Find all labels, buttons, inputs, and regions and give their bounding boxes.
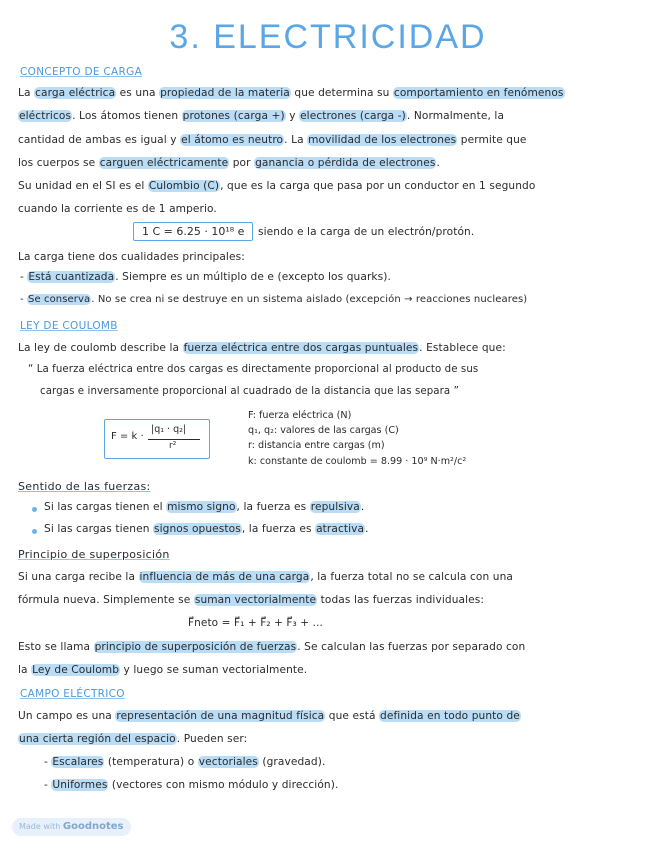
- heading-superposicion: Principio de superposición: [18, 548, 170, 561]
- highlight: repulsiva: [310, 501, 360, 513]
- highlight: una cierta región del espacio: [19, 733, 176, 745]
- definition-q: q₁, q₂: valores de las cargas (C): [248, 425, 399, 436]
- formula-numerator: |q₁ · q₂|: [151, 424, 187, 435]
- highlight: movilidad de los electrones: [308, 134, 457, 146]
- campo-line-3: [44, 756, 325, 768]
- text: fórmula nueva. Simplemente se: [18, 594, 194, 606]
- text: , la fuerza es: [236, 501, 310, 513]
- highlight: carga eléctrica: [35, 87, 116, 99]
- concepto-line-2: [18, 110, 504, 122]
- text: .: [436, 157, 440, 169]
- made-with-label: Made with: [19, 822, 61, 831]
- highlight: Escalares: [52, 756, 104, 768]
- highlight: atractiva: [316, 523, 365, 535]
- highlight: el átomo es neutro: [181, 134, 284, 146]
- text: y: [285, 110, 300, 122]
- text: . La: [284, 134, 308, 146]
- coulomb-quote-line-2: cargas e inversamente proporcional al cuadrado de la distancia que las separa ”: [40, 386, 459, 397]
- highlight: propiedad de la materia: [160, 87, 290, 99]
- text: Si una carga recibe la: [18, 571, 139, 583]
- highlight: suman vectorialmente: [194, 594, 317, 606]
- text: La: [18, 87, 35, 99]
- formula-note: siendo e la carga de un electrón/protón.: [258, 226, 475, 238]
- highlight: eléctricos: [19, 110, 72, 122]
- text: , que es la carga que pasa por un conductor en 1 segundo: [220, 180, 536, 192]
- text: (temperatura) o: [104, 756, 198, 768]
- highlight: Está cuantizada: [28, 271, 115, 283]
- heading-sentido: Sentido de las fuerzas:: [18, 480, 151, 493]
- bullet-icon: [32, 507, 37, 512]
- highlight: electrones (carga -): [300, 110, 406, 122]
- formula-denominator: r²: [169, 441, 177, 451]
- text: la: [18, 664, 32, 676]
- text: que está: [325, 710, 380, 722]
- text: Esto se llama: [18, 641, 94, 653]
- text: -: [20, 271, 28, 283]
- highlight: principio de superposición de fuerzas: [94, 641, 297, 653]
- concepto-line-1: [18, 87, 565, 99]
- text: Si las cargas tienen el: [44, 501, 167, 513]
- highlight: Uniformes: [52, 779, 108, 791]
- highlight: Culombio (C): [148, 180, 220, 192]
- highlight: mismo signo: [167, 501, 236, 513]
- text: La ley de coulomb describe la: [18, 342, 183, 354]
- text: Un campo es una: [18, 710, 116, 722]
- highlight: fuerza eléctrica entre dos cargas puntuales: [183, 342, 419, 354]
- text: permite que: [457, 134, 527, 146]
- text: cantidad de ambas es igual y: [18, 134, 181, 146]
- concepto-line-7: La carga tiene dos cualidades principales:: [18, 251, 245, 263]
- highlight: representación de una magnitud física: [116, 710, 325, 722]
- highlight: Ley de Coulomb: [32, 664, 120, 676]
- concepto-line-6: cuando la corriente es de 1 amperio.: [18, 203, 217, 215]
- superposicion-line-2: [18, 594, 484, 606]
- bullet-icon: [32, 529, 37, 534]
- concepto-line-8: [20, 271, 391, 283]
- text: que determina su: [290, 87, 393, 99]
- highlight: protones (carga +): [182, 110, 285, 122]
- highlight: Se conserva: [28, 294, 91, 305]
- highlight: signos opuestos: [153, 523, 241, 535]
- text: (vectores con mismo módulo y dirección).: [108, 779, 339, 791]
- fraction-bar: [148, 439, 200, 440]
- campo-line-4: [44, 779, 338, 791]
- highlight: carguen eléctricamente: [99, 157, 229, 169]
- highlight: ganancia o pérdida de electrones: [255, 157, 436, 169]
- concepto-line-4: [18, 157, 440, 169]
- superposicion-line-3: [18, 641, 525, 653]
- highlight: comportamiento en fenómenos: [393, 87, 564, 99]
- coulomb-unit-formula-box: 1 C = 6.25 · 10¹⁸ e: [133, 222, 253, 241]
- concepto-line-9: [20, 294, 527, 305]
- text: , la fuerza total no se calcula con una: [310, 571, 513, 583]
- text: es una: [116, 87, 160, 99]
- coulomb-line-1: [18, 342, 506, 354]
- text: . Se calculan las fuerzas por separado con: [297, 641, 526, 653]
- superposicion-line-1: [18, 571, 513, 583]
- highlight: definida en todo punto de: [380, 710, 520, 722]
- campo-line-1: [18, 710, 521, 722]
- definition-F: F: fuerza eléctrica (N): [248, 410, 352, 421]
- concepto-line-3: [18, 134, 527, 146]
- text: y luego se suman vectorialmente.: [120, 664, 308, 676]
- text: Si las cargas tienen: [44, 523, 153, 535]
- superposicion-formula: F⃗neto = F⃗₁ + F⃗₂ + F⃗₃ + ...: [188, 617, 323, 629]
- text: -: [20, 294, 27, 305]
- highlight: vectoriales: [198, 756, 258, 768]
- text: -: [44, 756, 52, 768]
- text: (gravedad).: [258, 756, 326, 768]
- text: . Los átomos tienen: [72, 110, 182, 122]
- coulomb-quote-line-1: “ La fuerza eléctrica entre dos cargas es directamente proporcional al producto de sus: [28, 364, 479, 375]
- concepto-line-5: [18, 180, 535, 192]
- campo-line-2: [18, 733, 247, 745]
- text: los cuerpos se: [18, 157, 99, 169]
- text: .: [365, 523, 369, 535]
- text: por: [229, 157, 255, 169]
- heading-ley-de-coulomb: LEY DE COULOMB: [20, 320, 118, 332]
- text: . Establece que:: [419, 342, 506, 354]
- superposicion-line-4: [18, 664, 307, 676]
- page-title: 3. ELECTRICIDAD: [169, 18, 487, 56]
- text: . Siempre es un múltiplo de e (excepto los quarks).: [115, 271, 391, 283]
- coulomb-formula-box: [104, 419, 210, 459]
- text: todas las fuerzas individuales:: [317, 594, 485, 606]
- brand-label: Goodnotes: [62, 821, 124, 832]
- text: -: [44, 779, 52, 791]
- sentido-bullet-1: [44, 501, 364, 513]
- text: . Normalmente, la: [406, 110, 505, 122]
- definition-r: r: distancia entre cargas (m): [248, 440, 385, 451]
- text: . Pueden ser:: [176, 733, 248, 745]
- made-with-goodnotes-badge[interactable]: [12, 818, 131, 836]
- formula-left: F = k ·: [111, 431, 144, 442]
- heading-campo-electrico: CAMPO ELÉCTRICO: [20, 688, 125, 700]
- highlight: influencia de más de una carga: [139, 571, 310, 583]
- text: .: [360, 501, 365, 513]
- text: , la fuerza es: [241, 523, 316, 535]
- sentido-bullet-2: [44, 523, 369, 535]
- heading-concepto-de-carga: CONCEPTO DE CARGA: [20, 66, 143, 78]
- definition-k: k: constante de coulomb = 8.99 · 10⁹ N·m²/c²: [248, 456, 467, 467]
- text: Su unidad en el SI es el: [18, 180, 148, 192]
- text: . No se crea ni se destruye en un sistema aislado (excepción → reacciones nucleares): [91, 294, 528, 305]
